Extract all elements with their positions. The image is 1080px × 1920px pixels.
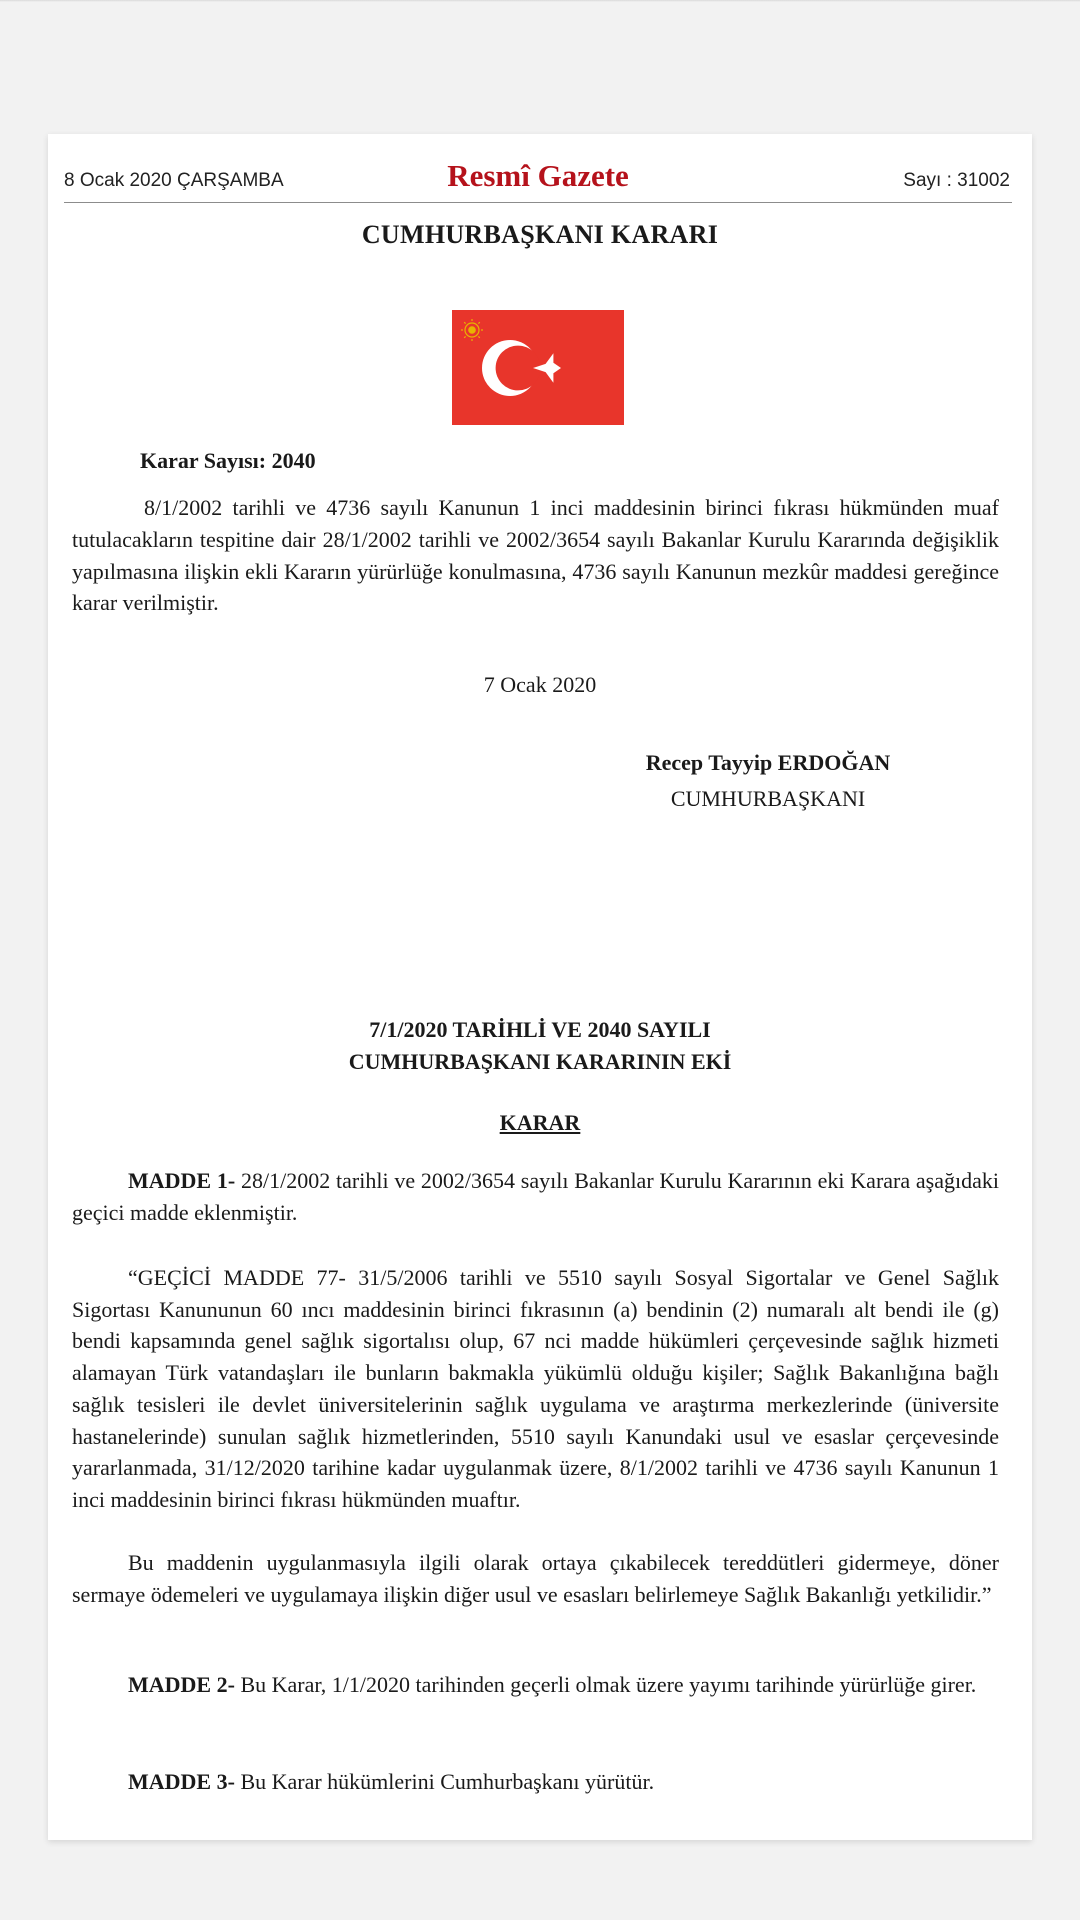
- gazette-page: [48, 134, 1032, 1840]
- annex-title-line-2: CUMHURBAŞKANI KARARININ EKİ: [348, 1049, 732, 1074]
- article-2-text: Bu Karar, 1/1/2020 tarihinden geçerli olmak üzere yayımı tarihinde yürürlüğe girer.: [234, 1672, 977, 1697]
- temporary-article-paragraph-2: Bu maddenin uygulanmasıyla ilgili olarak ortaya çıkabilecek tereddütleri gidermeye, döner sermaye ödemeleri ve uygulamaya ilişkin diğer usul ve esasları belirlemeye Sağlık Bakanlığı yetkilidir.”: [72, 1550, 999, 1607]
- article-3: [72, 1766, 999, 1798]
- signatory-name: Recep Tayyip ERDOĞAN: [645, 750, 891, 775]
- gazette-title: Resmî Gazete: [447, 158, 629, 193]
- issue-number: Sayı : 31002: [903, 170, 1010, 191]
- signatory-title: CUMHURBAŞKANI: [670, 786, 866, 811]
- document-title: CUMHURBAŞKANI KARARI: [361, 220, 719, 249]
- article-1-label: MADDE 1-: [128, 1168, 236, 1193]
- intro-paragraph: 8/1/2002 tarihli ve 4736 sayılı Kanunun 1 inci maddesinin birinci fıkrası hükmünden muaf tutulacakların tespitine dair 28/1/2002 tarihli ve 2002/3654 sayılı Bakanlar Kurulu Kararında değişiklik yapılmasına ilişkin ekli Kararın yürürlüğe konulmasına, 4736 sayılı Kanunun mezkûr maddesi gereğince karar verilmiştir.: [72, 495, 999, 616]
- article-1-text: 28/1/2002 tarihli ve 2002/3654 sayılı Bakanlar Kurulu Kararının eki Karara aşağıdaki geçici madde eklenmiştir.: [72, 1168, 999, 1225]
- turkish-flag-icon: [452, 310, 624, 425]
- annex-title: [48, 1014, 1032, 1078]
- annex-heading-text: KARAR: [499, 1110, 581, 1135]
- decision-date: 7 Ocak 2020: [483, 672, 597, 697]
- temporary-article-paragraph-1: “GEÇİCİ MADDE 77- 31/5/2006 tarihli ve 5510 sayılı Sosyal Sigortalar ve Genel Sağlık Sigortası Kanununun 60 ıncı maddesinin birinci fıkrasının (a) bendinin (2) numaralı alt bendi ile (g) bendi kapsamında genel sağlık sigortalısı olup, 67 nci madde hükümleri çerçevesinde sağlık hizmeti alamayan Türk vatandaşları ile bunların bakmakla yükümlü olduğu kişiler; Sağlık Bakanlığına bağlı sağlık tesisleri ile devlet üniversitelerinin sağlık uygulama ve araştırma merkezlerinde (üniversite hastanelerinde) sunulan sağlık hizmetlerinden, 5510 sayılı Kanundaki usul ve esaslar çerçevesinde yararlanmada, 31/12/2020 tarihine kadar uygulanmak üzere, 8/1/2002 tarihli ve 4736 sayılı Kanunun 1 inci maddesinin birinci fıkrası hükmünden muaftır.: [72, 1265, 999, 1512]
- article-2: [72, 1669, 999, 1701]
- article-3-text: Bu Karar hükümlerini Cumhurbaşkanı yürütür.: [234, 1769, 655, 1794]
- decision-number: Karar Sayısı: 2040: [140, 448, 316, 473]
- top-edge: [0, 0, 1080, 2]
- article-2-label: MADDE 2-: [128, 1672, 235, 1697]
- annex-title-line-1: 7/1/2020 TARİHLİ VE 2040 SAYILI: [369, 1017, 711, 1042]
- annex-heading: [48, 1110, 1032, 1136]
- gazette-header: [64, 158, 1012, 203]
- article-1: [72, 1165, 999, 1229]
- issue-date: 8 Ocak 2020 ÇARŞAMBA: [64, 170, 284, 191]
- article-3-label: MADDE 3-: [128, 1769, 235, 1794]
